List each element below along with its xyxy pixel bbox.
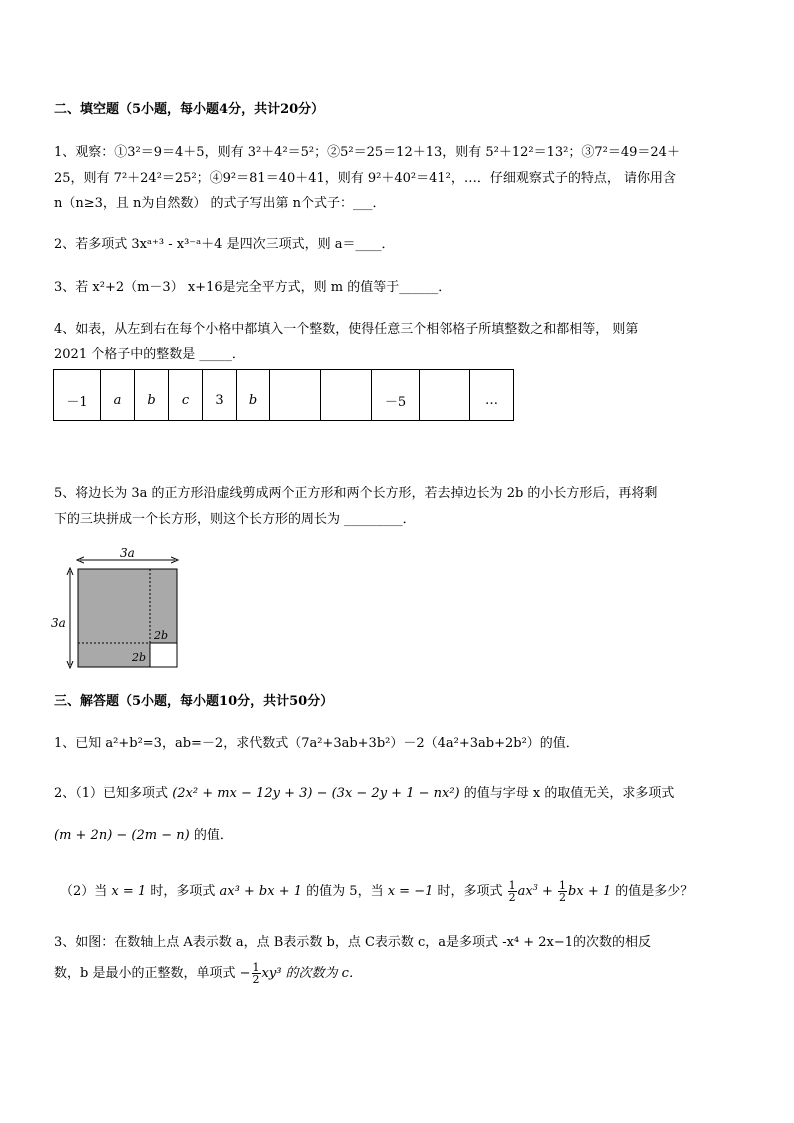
grid-cell: －5 [372, 370, 420, 421]
question-1-line-3: n（n≥3，且 n为自然数） 的式子写出第 n个式子：___． [54, 196, 386, 211]
section3-question-3-line-2: 数，b 是最小的正整数，单项式 − $\frac{1}{2}$ xy³ 的次数为 c． [54, 961, 362, 986]
section3-question-2-line-1 [54, 786, 674, 802]
question-4-line-1: 4、如表，从左到右在每个小格中都填入一个整数，使得任意三个相邻格子所填整数之和都相等， 则第 [54, 322, 639, 337]
fraction-half-3: $\frac{1}{2}$ [252, 961, 260, 986]
q3-line2-text: 数，b 是最小的正整数，单项式 [54, 966, 236, 981]
section-title-fill-blank: 二、填空题（5小题，每小题4分，共计20分） [54, 102, 325, 117]
grid-cell: b [237, 370, 270, 421]
grid-cell: b [135, 370, 169, 421]
top-dimension-label: 3a [120, 546, 135, 560]
part2-text-a: （2）当 [60, 884, 108, 899]
part2-text-e: 的值是多少？ [615, 884, 694, 899]
part2-text-c: 的值为 5，当 [306, 884, 384, 899]
question-1-line-2: 25，则有 7²＋24²＝25²；④9²＝81＝40＋41，则有 9²＋40²＝41²，…．仔细观察式子的特点， 请你用含 [54, 171, 677, 186]
q2-intro-tail: 的值与字母 x 的取值无关，求多项式 [463, 786, 675, 801]
q2-intro-text: 2、（1）已知多项式 [54, 786, 169, 801]
fraction-half-1: $\frac{1}{2}$ [508, 879, 516, 904]
fraction-half-2: $\frac{1}{2}$ [559, 879, 567, 904]
part2-expr-1: ax³ + bx + 1 [219, 884, 303, 899]
grid-cell [420, 370, 470, 421]
question-5-line-1: 5、将边长为 3a 的正方形沿虚线剪成两个正方形和两个长方形，若去掉边长为 2b 的小长方形后，再将剩 [54, 486, 658, 501]
part2-text-d: 时，多项式 [437, 884, 503, 899]
question-4-line-2: 2021 个格子中的整数是 _____． [54, 347, 245, 362]
square-cut-figure [48, 545, 188, 670]
grid-cell [321, 370, 372, 421]
section3-question-1: 1、已知 a²+b²=3，ab=－2，求代数式（7a²+3ab+3b²）－2（4a²+3ab+2b²）的值． [54, 736, 579, 751]
part2-cond-2: x = −1 [387, 884, 434, 899]
part2-cond-1: x = 1 [111, 884, 147, 899]
section3-question-3-line-1: 3、如图：在数轴上点 A表示数 a，点 B表示数 b，点 C表示数 c，a是多项式 -x⁴ + 2x−1的次数的相反 [54, 935, 652, 950]
section3-question-2-part-2: （2）当 x = 1 时，多项式 ax³ + bx + 1 的值为 5，当 x = −1 时，多项式 $\frac{1}{2}$ $ax^3$ + $\frac{1}{2}$ bx + 1 的值是多少？ [60, 879, 694, 904]
question-2: 2、若多项式 3xᵃ⁺³ - x³⁻ᵃ＋4 是四次三项式，则 a＝____． [54, 237, 395, 252]
inner-label-left: 2b [132, 651, 147, 664]
question-5-line-2: 下的三块拼成一个长方形，则这个长方形的周长为 _________． [54, 512, 416, 527]
section3-question-2-line-2 [54, 828, 233, 844]
q2-expression: (2x² + mx − 12y + 3) − (3x − 2y + 1 − nx²) [172, 786, 460, 801]
section-title-solve: 三、解答题（5小题，每小题10分，共计50分） [54, 694, 334, 709]
inner-label-top: 2b [154, 629, 169, 642]
table-row [54, 370, 514, 421]
q3-line2-tail: xy³ 的次数为 c． [261, 966, 362, 981]
grid-cell [270, 370, 321, 421]
grid-cell: 3 [203, 370, 237, 421]
question-3: 3、若 x²+2（m－3） x+16是完全平方式，则 m 的值等于______． [54, 280, 452, 295]
q2-target-expression: (m + 2n) − (2m − n) [54, 828, 190, 843]
grid-cell: c [169, 370, 203, 421]
removed-small-rectangle [150, 643, 177, 667]
q2-target-tail: 的值． [193, 828, 233, 843]
number-grid-table [53, 369, 514, 421]
grid-cell: … [470, 370, 514, 421]
left-dimension-label: 3a [51, 616, 66, 630]
question-1-line-1: 1、观察：①3²＝9＝4＋5，则有 3²＋4²＝5²；②5²＝25＝12＋13，则有 5²＋12²＝13²；③7²＝49＝24＋ [54, 145, 680, 160]
part2-text-b: 时，多项式 [150, 884, 216, 899]
grid-cell: a [101, 370, 135, 421]
grid-cell: －1 [54, 370, 101, 421]
